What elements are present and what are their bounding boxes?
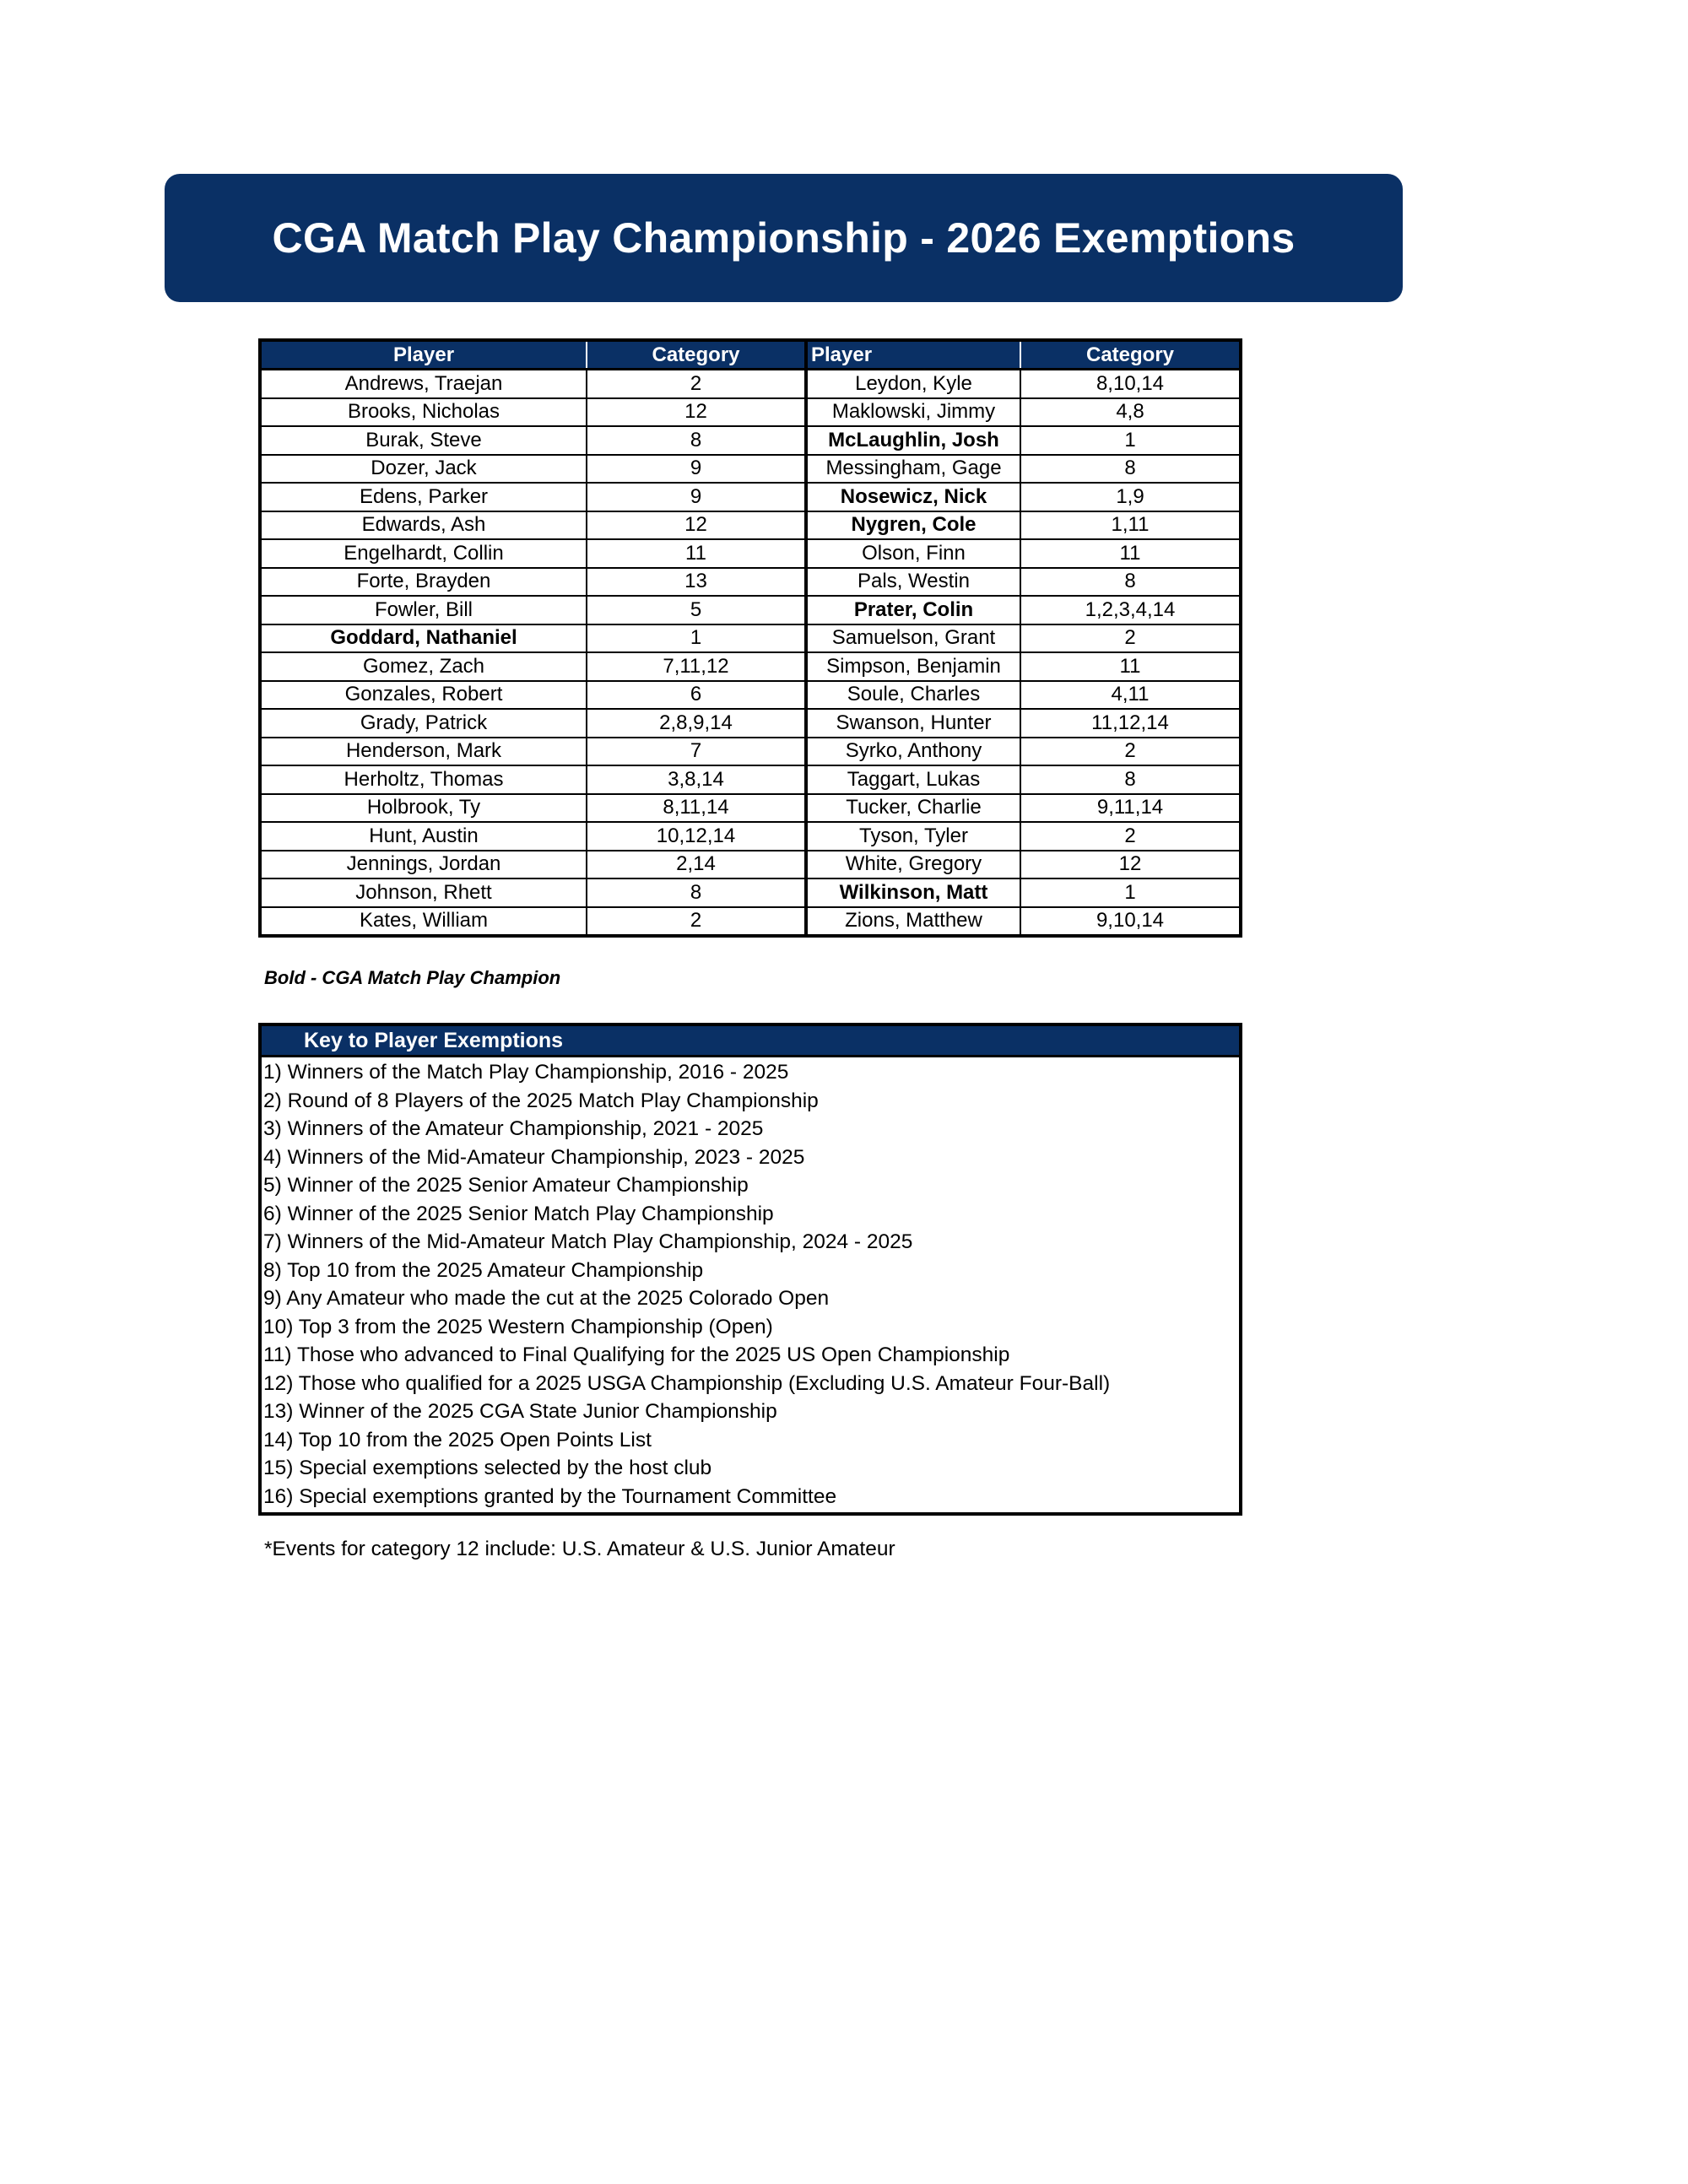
key-item: 10) Top 3 from the 2025 Western Championship (Open) <box>263 1315 773 1338</box>
category-cell: 12 <box>1020 851 1239 879</box>
key-item: 16) Special exemptions granted by the Tournament Committee <box>263 1484 837 1508</box>
exemptions-table <box>258 338 1242 938</box>
category-cell: 7 <box>587 738 806 766</box>
player-cell: Pals, Westin <box>806 568 1020 597</box>
category-cell: 1,9 <box>1020 483 1239 511</box>
key-item: 9) Any Amateur who made the cut at the 2025 Colorado Open <box>263 1287 830 1310</box>
category-cell: 1 <box>1020 426 1239 455</box>
key-item: 5) Winner of the 2025 Senior Amateur Championship <box>263 1174 749 1197</box>
category-cell: 9 <box>587 483 806 511</box>
title-banner <box>165 174 1403 302</box>
category-cell: 11 <box>587 539 806 568</box>
player-cell: Prater, Colin <box>806 596 1020 624</box>
player-cell: Brooks, Nicholas <box>262 398 587 427</box>
player-cell: Tyson, Tyler <box>806 822 1020 851</box>
key-item: 4) Winners of the Mid-Amateur Championship, 2023 - 2025 <box>263 1145 805 1169</box>
category-cell: 9 <box>587 455 806 484</box>
player-cell: Gonzales, Robert <box>262 681 587 710</box>
player-cell: Edens, Parker <box>262 483 587 511</box>
player-cell: Wilkinson, Matt <box>806 878 1020 907</box>
category-cell: 2,8,9,14 <box>587 709 806 738</box>
key-item: 6) Winner of the 2025 Senior Match Play Championship <box>263 1202 774 1225</box>
table-row <box>262 709 1239 738</box>
table-row <box>262 455 1239 484</box>
category-cell: 2 <box>587 370 806 398</box>
key-item: 12) Those who qualified for a 2025 USGA Championship (Excluding U.S. Amateur Four-Ball) <box>263 1371 1111 1395</box>
table-row <box>262 738 1239 766</box>
table-header-row <box>262 342 1239 370</box>
table-row <box>262 765 1239 794</box>
player-cell: Edwards, Ash <box>262 511 587 540</box>
header-player-left: Player <box>262 342 587 370</box>
category-cell: 8 <box>1020 568 1239 597</box>
player-cell: Swanson, Hunter <box>806 709 1020 738</box>
category-cell: 10,12,14 <box>587 822 806 851</box>
player-cell: White, Gregory <box>806 851 1020 879</box>
table-row <box>262 794 1239 823</box>
player-cell: Engelhardt, Collin <box>262 539 587 568</box>
category-cell: 8,11,14 <box>587 794 806 823</box>
table-row <box>262 652 1239 681</box>
player-cell: Simpson, Benjamin <box>806 652 1020 681</box>
category-cell: 5 <box>587 596 806 624</box>
table-row <box>262 568 1239 597</box>
player-cell: Herholtz, Thomas <box>262 765 587 794</box>
player-cell: Forte, Brayden <box>262 568 587 597</box>
player-cell: McLaughlin, Josh <box>806 426 1020 455</box>
player-cell: Messingham, Gage <box>806 455 1020 484</box>
exemption-key <box>258 1023 1242 1516</box>
category-cell: 8 <box>1020 455 1239 484</box>
player-cell: Kates, William <box>262 907 587 935</box>
category-cell: 11,12,14 <box>1020 709 1239 738</box>
table-row <box>262 370 1239 398</box>
player-cell: Burak, Steve <box>262 426 587 455</box>
category-cell: 1,2,3,4,14 <box>1020 596 1239 624</box>
player-cell: Tucker, Charlie <box>806 794 1020 823</box>
table-row <box>262 511 1239 540</box>
category-cell: 9,11,14 <box>1020 794 1239 823</box>
table-row <box>262 426 1239 455</box>
table-row <box>262 851 1239 879</box>
player-cell: Fowler, Bill <box>262 596 587 624</box>
table-row <box>262 681 1239 710</box>
key-item: 1) Winners of the Match Play Championship, 2016 - 2025 <box>263 1061 789 1084</box>
category-cell: 11 <box>1020 539 1239 568</box>
category-cell: 8 <box>587 878 806 907</box>
header-category-right: Category <box>1020 342 1239 370</box>
player-cell: Samuelson, Grant <box>806 624 1020 653</box>
player-cell: Soule, Charles <box>806 681 1020 710</box>
category-cell: 11 <box>1020 652 1239 681</box>
category-cell: 3,8,14 <box>587 765 806 794</box>
player-cell: Nygren, Cole <box>806 511 1020 540</box>
table-row <box>262 596 1239 624</box>
key-item: 2) Round of 8 Players of the 2025 Match Play Championship <box>263 1089 819 1112</box>
category-cell: 2 <box>1020 624 1239 653</box>
category-cell: 12 <box>587 511 806 540</box>
category-cell: 8 <box>587 426 806 455</box>
category-cell: 13 <box>587 568 806 597</box>
player-cell: Hunt, Austin <box>262 822 587 851</box>
player-cell: Olson, Finn <box>806 539 1020 568</box>
table-row <box>262 624 1239 653</box>
player-cell: Taggart, Lukas <box>806 765 1020 794</box>
category-cell: 8,10,14 <box>1020 370 1239 398</box>
key-item: 15) Special exemptions selected by the host club <box>263 1457 712 1479</box>
key-title: Key to Player Exemptions <box>262 1026 1239 1057</box>
category-cell: 4,11 <box>1020 681 1239 710</box>
player-cell: Leydon, Kyle <box>806 370 1020 398</box>
player-cell: Maklowski, Jimmy <box>806 398 1020 427</box>
category-cell: 8 <box>1020 765 1239 794</box>
key-item: 7) Winners of the Mid-Amateur Match Play Championship, 2024 - 2025 <box>263 1230 913 1253</box>
category-cell: 6 <box>587 681 806 710</box>
category-cell: 1 <box>587 624 806 653</box>
header-player-right: Player <box>806 342 1020 370</box>
player-cell: Johnson, Rhett <box>262 878 587 907</box>
player-cell: Grady, Patrick <box>262 709 587 738</box>
category-cell: 2 <box>587 907 806 935</box>
category-cell: 2,14 <box>587 851 806 879</box>
player-cell: Nosewicz, Nick <box>806 483 1020 511</box>
player-cell: Holbrook, Ty <box>262 794 587 823</box>
table-row <box>262 878 1239 907</box>
key-list <box>262 1057 1239 1512</box>
category-cell: 4,8 <box>1020 398 1239 427</box>
player-cell: Andrews, Traejan <box>262 370 587 398</box>
table-row <box>262 907 1239 935</box>
category-note: *Events for category 12 include: U.S. Amateur & U.S. Junior Amateur <box>264 1538 895 1560</box>
player-cell: Zions, Matthew <box>806 907 1020 935</box>
header-category-left: Category <box>587 342 806 370</box>
key-item: 8) Top 10 from the 2025 Amateur Championship <box>263 1258 704 1282</box>
player-cell: Gomez, Zach <box>262 652 587 681</box>
page-title: CGA Match Play Championship - 2026 Exemptions <box>272 214 1296 262</box>
category-cell: 2 <box>1020 738 1239 766</box>
player-cell: Henderson, Mark <box>262 738 587 766</box>
key-item: 13) Winner of the 2025 CGA State Junior Championship <box>263 1400 777 1423</box>
table-row <box>262 398 1239 427</box>
table-row <box>262 539 1239 568</box>
player-cell: Goddard, Nathaniel <box>262 624 587 653</box>
category-cell: 9,10,14 <box>1096 909 1165 933</box>
key-item: 3) Winners of the Amateur Championship, 2021 - 2025 <box>263 1117 764 1140</box>
player-cell: Syrko, Anthony <box>806 738 1020 766</box>
key-item: 14) Top 10 from the 2025 Open Points List <box>263 1428 652 1451</box>
category-cell: 1,11 <box>1020 511 1239 540</box>
table-row <box>262 822 1239 851</box>
category-cell: 12 <box>587 398 806 427</box>
table-row <box>262 483 1239 511</box>
player-cell: Jennings, Jordan <box>262 851 587 879</box>
player-cell: Dozer, Jack <box>262 455 587 484</box>
key-item: 11) Those who advanced to Final Qualifying for the 2025 US Open Championship <box>263 1343 1010 1366</box>
category-cell: 7,11,12 <box>587 652 806 681</box>
category-cell: 1 <box>1020 878 1239 907</box>
champion-legend: Bold - CGA Match Play Champion <box>264 967 561 988</box>
category-cell: 2 <box>1020 822 1239 851</box>
